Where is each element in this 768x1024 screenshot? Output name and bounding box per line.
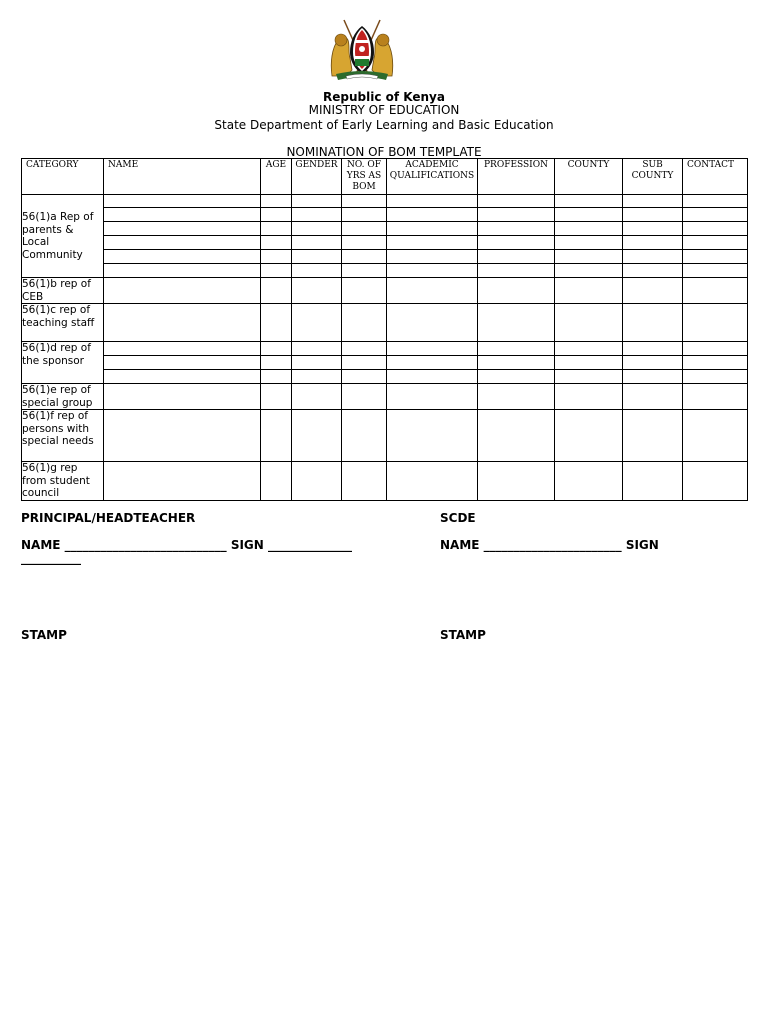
scde-stamp-label: STAMP	[440, 628, 486, 642]
table-row	[22, 236, 748, 250]
table-row	[22, 370, 748, 384]
table-row	[22, 264, 748, 278]
column-header-sub-county: SUB COUNTY	[623, 159, 683, 195]
category-cell: 56(1)f rep of persons with special needs	[22, 410, 104, 462]
column-header-county: COUNTY	[555, 159, 623, 195]
ministry-title: MINISTRY OF EDUCATION	[308, 103, 460, 117]
table-row	[22, 304, 748, 342]
table-row	[22, 195, 748, 208]
table-header-row	[22, 159, 748, 195]
table-row	[22, 208, 748, 222]
scde-name-sign-line: NAME _______________________ SIGN	[440, 538, 659, 552]
table-row	[22, 384, 748, 410]
table-row	[22, 342, 748, 356]
column-header-years-as-bom: NO. OF YRS AS BOM	[342, 159, 387, 195]
country-title: Republic of Kenya	[323, 90, 445, 104]
table-row	[22, 222, 748, 236]
category-cell: 56(1)c rep of teaching staff	[22, 304, 104, 342]
column-header-category: CATEGORY	[22, 159, 104, 195]
category-cell: 56(1)a Rep of parents & Local Community	[22, 195, 104, 278]
table-row	[22, 250, 748, 264]
nomination-table	[21, 158, 748, 501]
column-header-age: AGE	[261, 159, 292, 195]
principal-title: PRINCIPAL/HEADTEACHER	[21, 511, 196, 525]
table-row	[22, 278, 748, 304]
department-title: State Department of Early Learning and Basic Education	[214, 118, 554, 132]
category-cell: 56(1)e rep of special group	[22, 384, 104, 410]
category-cell: 56(1)d rep of the sponsor	[22, 342, 104, 384]
column-header-academic-qualifications: ACADEMIC QUALIFICATIONS	[387, 159, 478, 195]
column-header-contact: CONTACT	[683, 159, 748, 195]
scde-title: SCDE	[440, 511, 476, 525]
category-cell: 56(1)b rep of CEB	[22, 278, 104, 304]
principal-stamp-label: STAMP	[21, 628, 67, 642]
column-header-gender: GENDER	[292, 159, 342, 195]
category-cell: 56(1)g rep from student council	[22, 462, 104, 501]
column-header-name: NAME	[104, 159, 261, 195]
table-row	[22, 410, 748, 462]
table-row	[22, 462, 748, 501]
template-title: NOMINATION OF BOM TEMPLATE	[286, 145, 482, 159]
principal-sign-line-continuation: __________	[21, 551, 81, 565]
coat-of-arms-icon	[326, 18, 398, 82]
column-header-profession: PROFESSION	[478, 159, 555, 195]
principal-name-sign-line: NAME ___________________________ SIGN ______________	[21, 538, 353, 552]
table-row	[22, 356, 748, 370]
